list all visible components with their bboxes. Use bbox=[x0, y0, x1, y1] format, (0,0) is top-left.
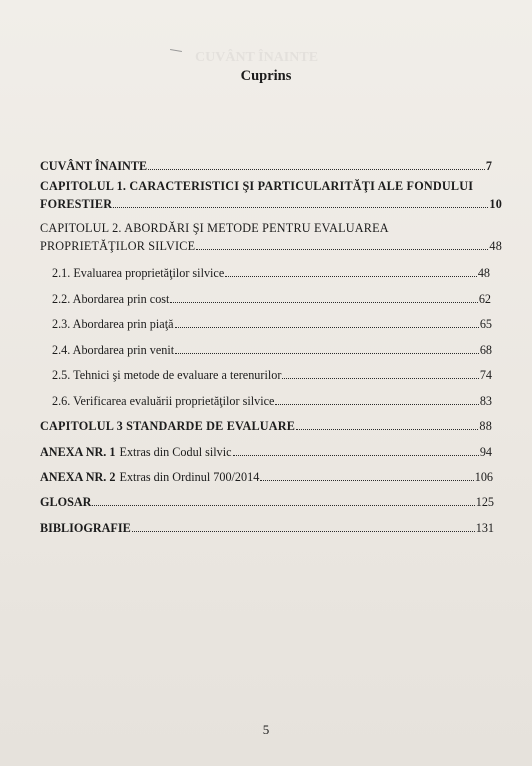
toc-entry-bibliography[interactable] bbox=[40, 519, 494, 536]
toc-entry-section-2-5[interactable] bbox=[52, 366, 492, 383]
toc-entry-glossary[interactable] bbox=[40, 493, 494, 510]
toc-leader bbox=[282, 378, 478, 379]
toc-leader bbox=[132, 531, 475, 532]
toc-page-number: 62 bbox=[478, 292, 491, 306]
toc-entry-annex-1[interactable] bbox=[40, 443, 492, 460]
toc-entry-text: BIBLIOGRAFIE bbox=[40, 521, 131, 535]
toc-page-number: 65 bbox=[479, 317, 492, 331]
toc-page-number: 68 bbox=[479, 343, 492, 357]
toc-entry-text: Extras din Codul silvic bbox=[119, 445, 232, 459]
toc-entry-section-2-3[interactable] bbox=[52, 315, 492, 332]
toc-page-number: 74 bbox=[479, 368, 492, 382]
toc-entry-foreword[interactable] bbox=[40, 157, 492, 174]
toc-leader bbox=[196, 249, 488, 250]
toc-page-number: 10 bbox=[489, 197, 502, 211]
toc-entry-section-2-2[interactable] bbox=[52, 290, 491, 307]
toc-entry-text: Extras din Ordinul 700/2014 bbox=[119, 470, 260, 484]
toc-entry-text: CAPITOLUL 1. CARACTERISTICI ŞI PARTICULARITĂŢI ALE FONDULUI bbox=[40, 179, 474, 193]
toc-entry-text: 2.2. Abordarea prin cost bbox=[52, 292, 170, 306]
toc-leader bbox=[170, 302, 477, 303]
toc-entry-text: 2.4. Abordarea prin venit bbox=[52, 343, 175, 357]
toc-entry-label: ANEXA NR. 1 bbox=[40, 445, 116, 459]
toc-page-number: 48 bbox=[489, 239, 502, 253]
toc-entry-text: CAPITOLUL 2. ABORDĂRI ŞI METODE PENTRU EVALUAREA bbox=[40, 221, 389, 235]
toc-page-number: 94 bbox=[479, 445, 492, 459]
toc-entry-text: CAPITOLUL 3 STANDARDE DE EVALUARE bbox=[40, 419, 296, 433]
toc-leader bbox=[92, 505, 474, 506]
page-title: Cuprins bbox=[240, 68, 292, 84]
toc-entry-text: PROPRIETĂŢILOR SILVICE bbox=[40, 239, 196, 253]
toc-entry-chapter-1-line-1[interactable] bbox=[40, 177, 500, 194]
toc-entry-text: FORESTIER bbox=[40, 197, 113, 211]
page-number: 5 bbox=[262, 722, 270, 737]
toc-entry-text: 2.6. Verificarea evaluării proprietăţilor silvice bbox=[52, 394, 275, 408]
toc-entry-text: 2.5. Tehnici şi metode de evaluare a terenurilor bbox=[52, 368, 282, 382]
toc-leader bbox=[175, 353, 479, 354]
toc-leader bbox=[175, 327, 479, 328]
pencil-mark bbox=[170, 49, 182, 52]
toc-page-number: 48 bbox=[477, 266, 490, 280]
toc-entry-chapter-3[interactable] bbox=[40, 417, 492, 434]
toc-leader bbox=[233, 455, 479, 456]
toc-leader bbox=[113, 207, 488, 208]
toc-page-number: 88 bbox=[479, 419, 492, 433]
toc-page-number: 7 bbox=[485, 159, 492, 173]
toc-entry-text: 2.1. Evaluarea proprietăţilor silvice bbox=[52, 266, 225, 280]
toc-entry-annex-2[interactable] bbox=[40, 468, 493, 485]
toc-page-number: 125 bbox=[475, 495, 494, 509]
toc-entry-text: GLOSAR bbox=[40, 495, 92, 509]
toc-entry-chapter-2[interactable] bbox=[40, 237, 502, 254]
toc-page-number: 83 bbox=[479, 394, 492, 408]
toc-entry-label: ANEXA NR. 2 bbox=[40, 470, 116, 484]
toc-entry-chapter-1[interactable] bbox=[40, 195, 502, 212]
ghost-heading: CUVÂNT ÎNAINTE bbox=[195, 50, 319, 65]
toc-leader bbox=[296, 429, 478, 430]
toc-entry-section-2-6[interactable] bbox=[52, 392, 492, 409]
toc-entry-text: CUVÂNT ÎNAINTE bbox=[40, 159, 148, 173]
toc-page-number: 131 bbox=[475, 521, 494, 535]
toc-leader bbox=[148, 169, 485, 170]
toc-entry-section-2-4[interactable] bbox=[52, 341, 492, 358]
toc-leader bbox=[225, 276, 477, 277]
toc-page-number: 106 bbox=[474, 470, 493, 484]
toc-entry-section-2-1[interactable] bbox=[52, 264, 490, 281]
toc-leader bbox=[260, 480, 473, 481]
toc-leader bbox=[275, 404, 478, 405]
toc-entry-text: 2.3. Abordarea prin piaţă bbox=[52, 317, 174, 331]
toc-entry-chapter-2-line-1[interactable] bbox=[40, 219, 500, 236]
